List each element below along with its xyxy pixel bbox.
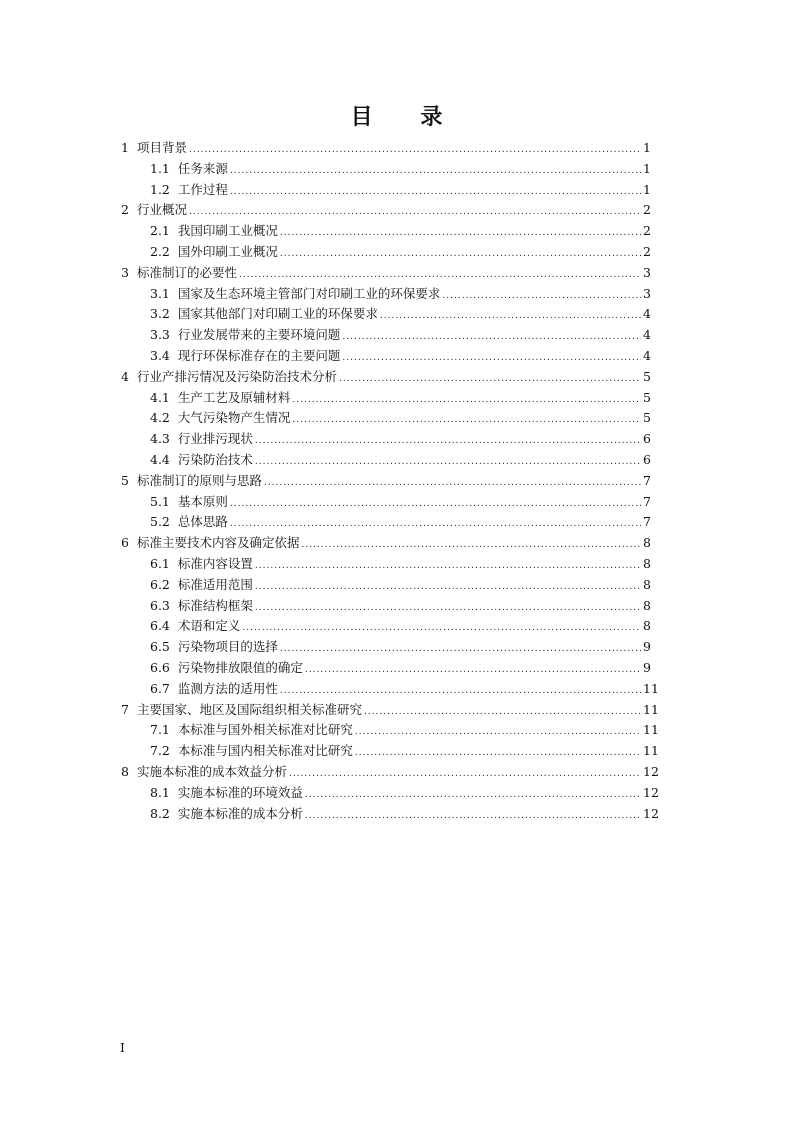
toc-entry-page: 9	[643, 659, 651, 675]
toc-entry[interactable]	[121, 284, 651, 305]
toc-entry-number: 7.1	[150, 722, 170, 738]
toc-entry[interactable]	[121, 554, 651, 575]
toc-dot-leader	[255, 598, 641, 619]
page-number: I	[120, 1040, 125, 1055]
toc-entry-number: 1	[121, 140, 129, 155]
toc-entry-number: 8.2	[150, 805, 170, 821]
toc-dot-leader	[242, 618, 641, 639]
toc-entry[interactable]	[121, 658, 651, 679]
toc-entry-title: 大气污染物产生情况	[177, 410, 291, 426]
toc-entry-page: 2	[643, 223, 651, 239]
toc-entry-page: 11	[643, 701, 659, 717]
toc-entry-page: 12	[643, 805, 659, 821]
toc-entry[interactable]	[121, 346, 651, 367]
toc-entry-title: 实施本标准的环境效益	[177, 784, 303, 800]
toc-entry-page: 12	[643, 763, 659, 779]
toc-entry-number: 4.3	[150, 431, 170, 447]
toc-entry-title: 任务来源	[177, 160, 228, 176]
toc-entry-number: 4.1	[150, 389, 170, 405]
toc-dot-leader	[255, 556, 641, 577]
toc-entry-number: 3.1	[150, 285, 170, 301]
toc-entry-page: 8	[643, 576, 651, 592]
toc-entry-page: 7	[643, 472, 651, 488]
toc-entry-title: 行业排污现状	[177, 431, 253, 447]
toc-entry-page: 3	[643, 285, 651, 301]
toc-entry-page: 8	[643, 535, 651, 551]
toc-entry-title: 标准内容设置	[177, 555, 253, 571]
toc-entry-page: 2	[643, 243, 651, 259]
toc-entry[interactable]	[121, 159, 651, 180]
toc-entry-number: 4.2	[150, 410, 170, 426]
toc-entry-page: 8	[643, 555, 651, 571]
toc-entry-page: 4	[643, 347, 651, 363]
toc-dot-leader	[280, 223, 641, 244]
toc-dot-leader	[230, 514, 641, 535]
toc-entry[interactable]	[121, 596, 651, 617]
toc-entry-number: 1.2	[150, 181, 170, 197]
toc-entry[interactable]	[121, 700, 659, 721]
toc-entry-title: 本标准与国外相关标准对比研究	[177, 722, 353, 738]
toc-dot-leader	[280, 681, 641, 702]
toc-entry-number: 1.1	[150, 160, 170, 176]
toc-entry[interactable]	[121, 512, 651, 533]
toc-entry-page: 11	[643, 722, 659, 738]
toc-entry-title: 标准制订的必要性	[136, 264, 237, 280]
toc-entry-number: 8	[121, 763, 129, 779]
toc-dot-leader	[230, 161, 641, 182]
toc-entry-title: 我国印刷工业概况	[177, 223, 278, 239]
toc-entry-title: 基本原则	[177, 493, 228, 509]
toc-entry-page: 1	[643, 140, 651, 155]
toc-entry[interactable]	[121, 616, 651, 637]
toc-entry[interactable]	[121, 804, 659, 825]
toc-entry-page: 4	[643, 306, 651, 322]
toc-dot-leader	[289, 764, 641, 785]
toc-entry[interactable]	[121, 304, 651, 325]
toc-entry-page: 6	[643, 431, 651, 447]
toc-entry-title: 监测方法的适用性	[177, 680, 278, 696]
toc-entry-page: 5	[643, 410, 651, 426]
toc-dot-leader	[305, 660, 641, 681]
toc-entry-title: 实施本标准的成本分析	[177, 805, 303, 821]
toc-entry-number: 7.2	[150, 743, 170, 759]
toc-entry-title: 主要国家、地区及国际组织相关标准研究	[136, 701, 362, 717]
toc-entry-page: 1	[643, 181, 651, 197]
toc-entry-title: 生产工艺及原辅材料	[177, 389, 291, 405]
toc-dot-leader	[305, 785, 641, 806]
toc-entry-number: 3.2	[150, 306, 170, 322]
toc-entry-number: 6.6	[150, 659, 170, 675]
toc-entry-page: 3	[643, 264, 651, 280]
toc-entry-page: 11	[643, 743, 659, 759]
toc-entry-number: 4.4	[150, 451, 170, 467]
toc-entry-page: 9	[643, 639, 651, 655]
toc-entry[interactable]	[121, 138, 651, 159]
toc-entry-title: 行业概况	[136, 202, 187, 218]
toc-entry-number: 3.3	[150, 327, 170, 343]
toc-entry[interactable]	[121, 408, 651, 429]
toc-entry-number: 7	[121, 701, 129, 717]
toc-entry[interactable]	[121, 492, 651, 513]
toc-entry-page: 4	[643, 327, 651, 343]
toc-entry-number: 6.3	[150, 597, 170, 613]
toc-dot-leader	[342, 327, 641, 348]
toc-dot-leader	[292, 390, 641, 411]
toc-entry-title: 行业产排污情况及污染防治技术分析	[136, 368, 337, 384]
toc-dot-leader	[189, 140, 641, 161]
toc-entry-number: 5.1	[150, 493, 170, 509]
toc-entry-number: 2.2	[150, 243, 170, 259]
toc-entry-page: 12	[643, 784, 659, 800]
toc-dot-leader	[342, 348, 641, 369]
toc-entry-title: 标准主要技术内容及确定依据	[136, 535, 300, 551]
toc-entry[interactable]	[121, 242, 651, 263]
toc-entry-number: 3.4	[150, 347, 170, 363]
toc-entry-page: 1	[643, 160, 651, 176]
toc-entry-title: 项目背景	[136, 140, 187, 155]
toc-entry-number: 6	[121, 535, 129, 551]
toc-dot-leader	[255, 577, 641, 598]
toc-dot-leader	[230, 182, 641, 203]
toc-entry-number: 6.1	[150, 555, 170, 571]
toc-dot-leader	[301, 535, 641, 556]
toc-dot-leader	[339, 369, 641, 390]
toc-entry-title: 标准制订的原则与思路	[136, 472, 262, 488]
toc-entry-page: 8	[643, 618, 651, 634]
toc-dot-leader	[364, 702, 641, 723]
toc-entry-page: 11	[643, 680, 659, 696]
toc-entry-number: 5	[121, 472, 129, 488]
toc-entry[interactable]	[121, 263, 651, 284]
toc-entry-title: 工作过程	[177, 181, 228, 197]
toc-entry-number: 6.2	[150, 576, 170, 592]
toc-entry[interactable]	[121, 450, 651, 471]
toc-entry-title: 国家其他部门对印刷工业的环保要求	[177, 306, 378, 322]
toc-entry-page: 7	[643, 514, 651, 530]
page-title: 目 录	[350, 104, 463, 130]
toc-entry-page: 2	[643, 202, 651, 218]
toc-entry[interactable]	[121, 575, 651, 596]
toc-entry-number: 2.1	[150, 223, 170, 239]
toc-dot-leader	[230, 494, 641, 515]
toc-entry-page: 6	[643, 451, 651, 467]
toc-entry[interactable]	[121, 429, 651, 450]
toc-entry[interactable]	[121, 200, 651, 221]
toc-dot-leader	[380, 306, 641, 327]
toc-entry-title: 术语和定义	[177, 618, 241, 634]
toc-entry-page: 8	[643, 597, 651, 613]
toc-entry[interactable]	[121, 679, 659, 700]
toc-entry-title: 实施本标准的成本效益分析	[136, 763, 287, 779]
toc-entry-number: 4	[121, 368, 129, 384]
toc-entry[interactable]	[121, 533, 651, 554]
toc-entry[interactable]	[121, 180, 651, 201]
toc-dot-leader	[305, 806, 641, 827]
table-of-contents	[121, 138, 659, 824]
toc-entry-number: 5.2	[150, 514, 170, 530]
toc-dot-leader	[442, 286, 641, 307]
toc-entry-number: 6.7	[150, 680, 170, 696]
toc-entry-title: 国外印刷工业概况	[177, 243, 278, 259]
toc-dot-leader	[189, 202, 641, 223]
toc-dot-leader	[280, 244, 641, 265]
toc-entry[interactable]	[121, 720, 659, 741]
toc-entry-title: 标准适用范围	[177, 576, 253, 592]
toc-dot-leader	[355, 743, 641, 764]
toc-entry[interactable]	[121, 367, 651, 388]
toc-entry-title: 国家及生态环境主管部门对印刷工业的环保要求	[177, 285, 441, 301]
toc-entry-title: 行业发展带来的主要环境问题	[177, 327, 341, 343]
toc-entry-title: 现行环保标准存在的主要问题	[177, 347, 341, 363]
toc-entry-title: 污染物项目的选择	[177, 639, 278, 655]
toc-entry[interactable]	[121, 741, 659, 762]
toc-entry-page: 5	[643, 389, 651, 405]
toc-entry-title: 标准结构框架	[177, 597, 253, 613]
toc-dot-leader	[292, 410, 641, 431]
toc-entry-page: 5	[643, 368, 651, 384]
toc-entry[interactable]	[121, 471, 651, 492]
toc-entry-number: 3	[121, 264, 129, 280]
toc-entry-title: 总体思路	[177, 514, 228, 530]
toc-entry-number: 6.4	[150, 618, 170, 634]
toc-entry-title: 污染防治技术	[177, 451, 253, 467]
toc-entry[interactable]	[121, 221, 651, 242]
toc-entry[interactable]	[121, 637, 651, 658]
toc-dot-leader	[280, 639, 641, 660]
toc-entry[interactable]	[121, 325, 651, 346]
toc-entry-title: 污染物排放限值的确定	[177, 659, 303, 675]
toc-entry-page: 7	[643, 493, 651, 509]
toc-dot-leader	[355, 722, 641, 743]
toc-entry[interactable]	[121, 783, 659, 804]
toc-entry[interactable]	[121, 762, 659, 783]
toc-entry-title: 本标准与国内相关标准对比研究	[177, 743, 353, 759]
toc-dot-leader	[255, 431, 641, 452]
toc-dot-leader	[264, 473, 641, 494]
toc-dot-leader	[255, 452, 641, 473]
toc-dot-leader	[239, 265, 641, 286]
toc-entry-number: 6.5	[150, 639, 170, 655]
toc-entry-number: 2	[121, 202, 129, 218]
toc-entry-number: 8.1	[150, 784, 170, 800]
toc-entry[interactable]	[121, 388, 651, 409]
